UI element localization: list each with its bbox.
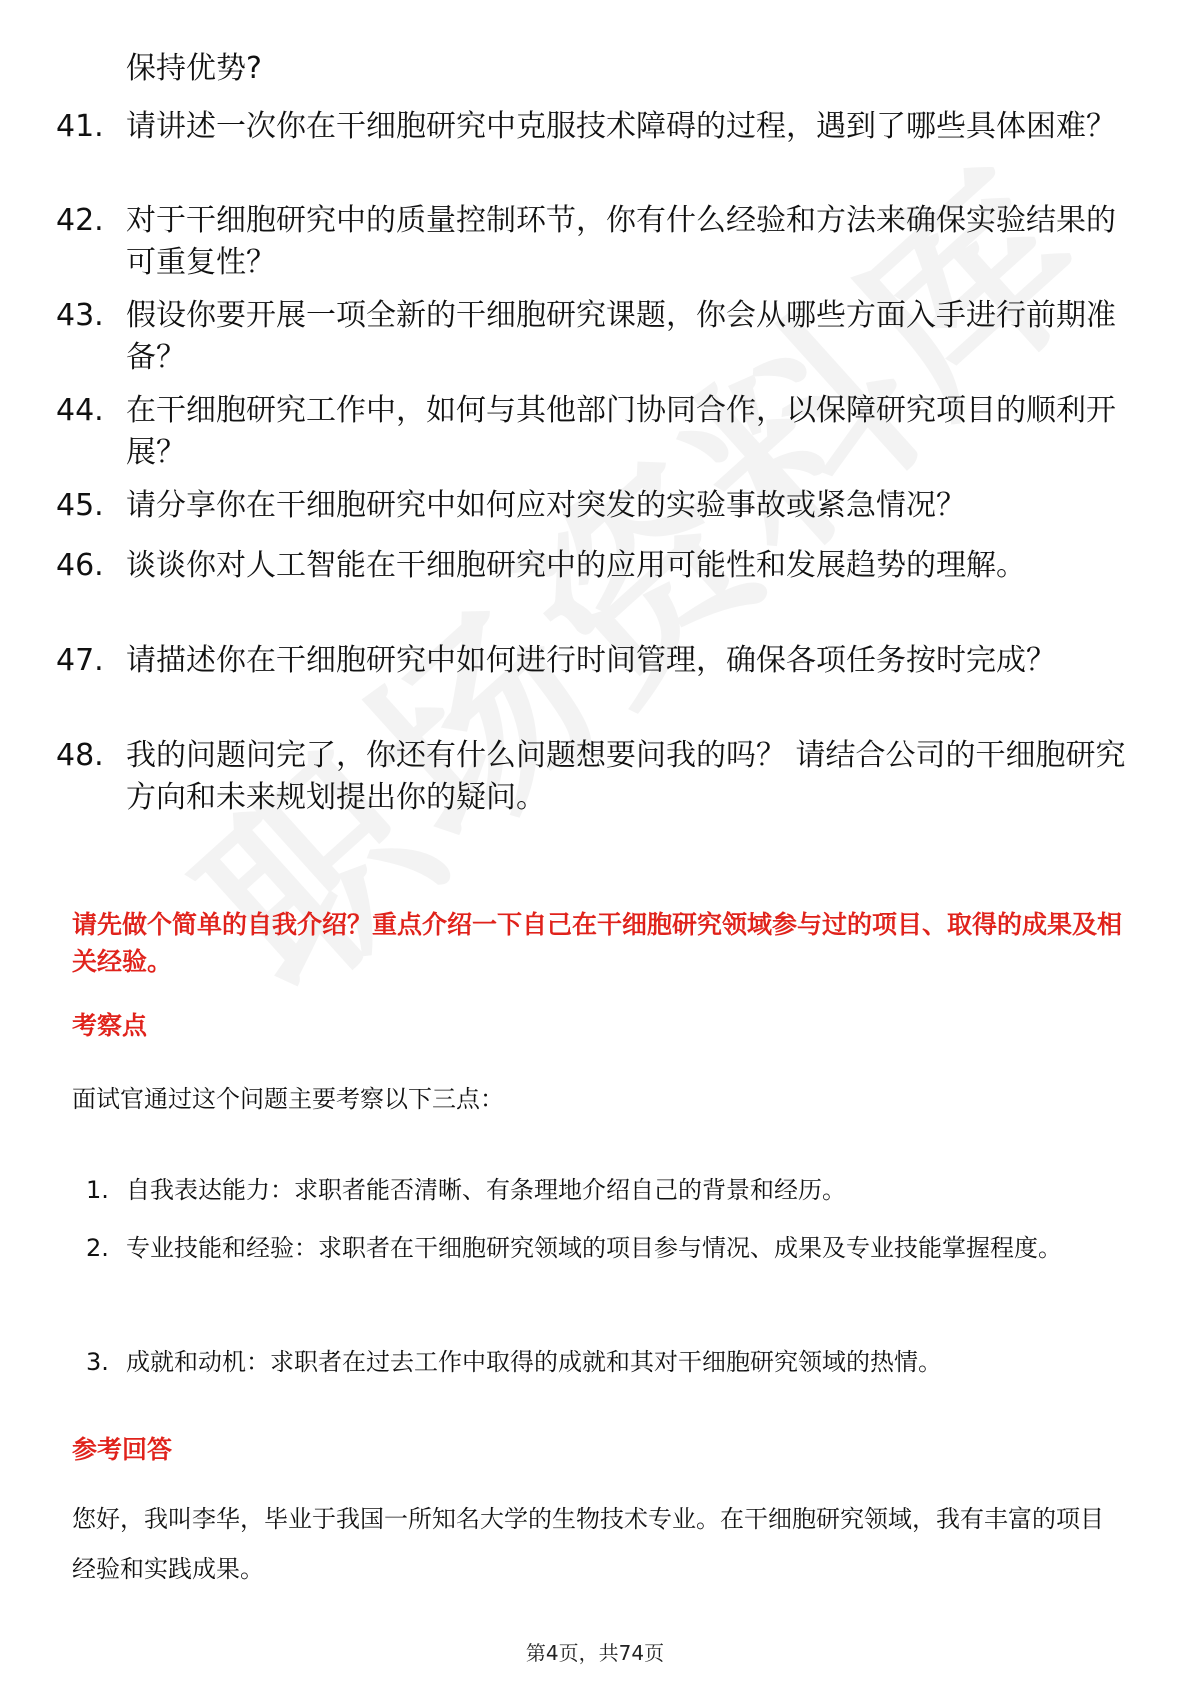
question-text: 请讲述一次你在干细胞研究中克服技术障碍的过程，遇到了哪些具体困难？ [126,109,1116,144]
point-number: 1. [86,1176,109,1204]
reference-answer: 您好，我叫李华，毕业于我国一所知名大学的生物技术专业。在干细胞研究领域，我有丰富的项目经验和实践成果。 [72,1505,1104,1583]
question-number: 43. [56,298,104,333]
question-number: 41. [56,109,104,144]
question-title: 请先做个简单的自我介绍？重点介绍一下自己在干细胞研究领域参与过的项目、取得的成果及相关经验。 [72,910,1123,976]
point-number: 3. [86,1348,109,1376]
page-footer: 第4页，共74页 [525,1641,665,1665]
point-number: 2. [86,1234,109,1262]
point-text: 专业技能和经验：求职者在干细胞研究领域的项目参与情况、成果及专业技能掌握程度。 [126,1234,1062,1262]
question-text: 谈谈你对人工智能在干细胞研究中的应用可能性和发展趋势的理解。 [126,548,1026,583]
question-number: 45. [56,488,104,523]
point-text: 自我表达能力：求职者能否清晰、有条理地介绍自己的背景和经历。 [126,1176,846,1204]
question-number: 48. [56,738,104,773]
question-number: 47. [56,643,104,678]
question-text: 对于干细胞研究中的质量控制环节，你有什么经验和方法来确保实验结果的可重复性？ [126,203,1116,280]
assessment-heading: 考察点 [72,1011,148,1040]
question-text: 在干细胞研究工作中，如何与其他部门协同合作，以保障研究项目的顺利开展？ [126,393,1116,470]
reference-heading: 参考回答 [72,1435,173,1464]
point-text: 成就和动机：求职者在过去工作中取得的成就和其对干细胞研究领域的热情。 [126,1348,942,1376]
question-number: 46. [56,548,104,583]
question-number: 42. [56,203,104,238]
question-text: 请分享你在干细胞研究中如何应对突发的实验事故或紧急情况？ [126,488,966,523]
assessment-intro: 面试官通过这个问题主要考察以下三点： [72,1085,504,1113]
question-text: 请描述你在干细胞研究中如何进行时间管理，确保各项任务按时完成？ [126,643,1056,678]
question-text: 我的问题问完了，你还有什么问题想要问我的吗？ 请结合公司的干细胞研究方向和未来规划提出你的疑问。 [126,738,1126,815]
continued-question-text: 保持优势? [126,51,262,86]
question-text: 假设你要开展一项全新的干细胞研究课题，你会从哪些方面入手进行前期准备？ [126,298,1116,375]
question-number: 44. [56,393,104,428]
